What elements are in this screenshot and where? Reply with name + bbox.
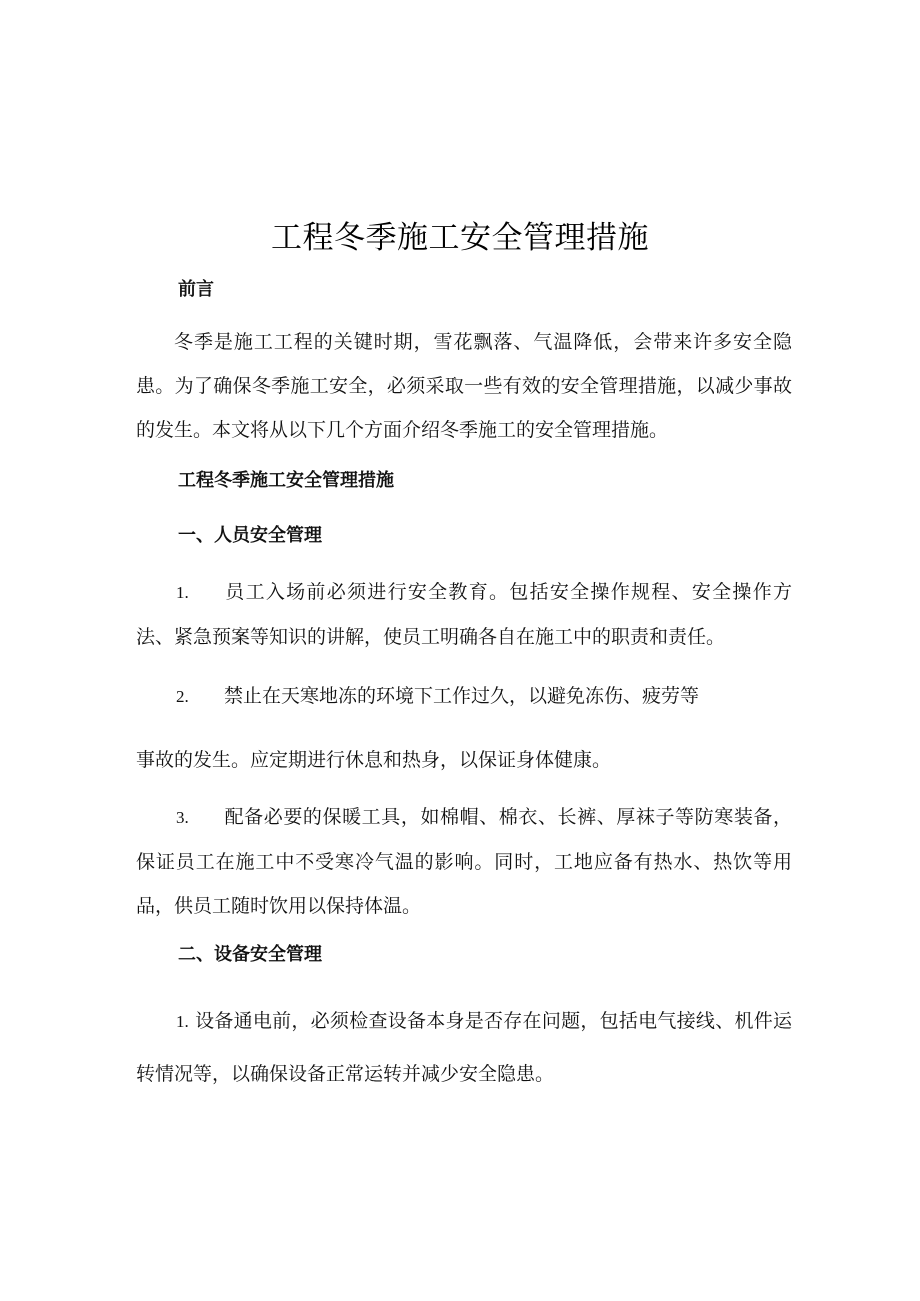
item-text: 员工入场前必须进行安全教育。包括安全操作规程、安全操作方法、紧急预案等知识的讲解，使员工明确各自在施工中的职责和责任。	[136, 581, 792, 648]
section1-item-1	[136, 570, 792, 659]
section1-item-2	[136, 674, 792, 719]
item-number: 1.	[176, 1012, 189, 1031]
document-title: 工程冬季施工安全管理措施	[271, 220, 649, 256]
preface-paragraph: 冬季是施工工程的关键时期，雪花飘落、气温降低，会带来许多安全隐患。为了确保冬季施工安全，必须采取一些有效的安全管理措施，以减少事故的发生。本文将从以下几个方面介绍冬季施工的安全管理措施。	[136, 331, 792, 441]
section1-item-3	[136, 795, 792, 928]
item-number: 2.	[176, 687, 189, 706]
measures-heading: 工程冬季施工安全管理措施	[178, 470, 394, 491]
item-text: 配备必要的保暖工具，如棉帽、棉衣、长裤、厚袜子等防寒装备，保证员工在施工中不受寒冷气温的影响。同时，工地应备有热水、热饮等用品，供员工随时饮用以保持体温。	[136, 806, 792, 917]
item-text: 设备通电前，必须检查设备本身是否存在问题，包括电气接线、机件运转情况等，以确保设备正常运转并减少安全隐患。	[136, 1010, 792, 1085]
item-text: 禁止在天寒地冻的环境下工作过久，以避免冻伤、疲劳等	[224, 685, 700, 707]
section2-item-1	[136, 995, 792, 1100]
item-number: 1.	[176, 583, 189, 602]
preface-heading: 前言	[178, 279, 214, 300]
section2-heading: 二、设备安全管理	[178, 944, 322, 965]
item-number: 3.	[176, 808, 189, 827]
section1-item-2-continuation: 事故的发生。应定期进行休息和热身，以保证身体健康。	[136, 749, 612, 771]
section1-heading: 一、人员安全管理	[178, 525, 322, 546]
